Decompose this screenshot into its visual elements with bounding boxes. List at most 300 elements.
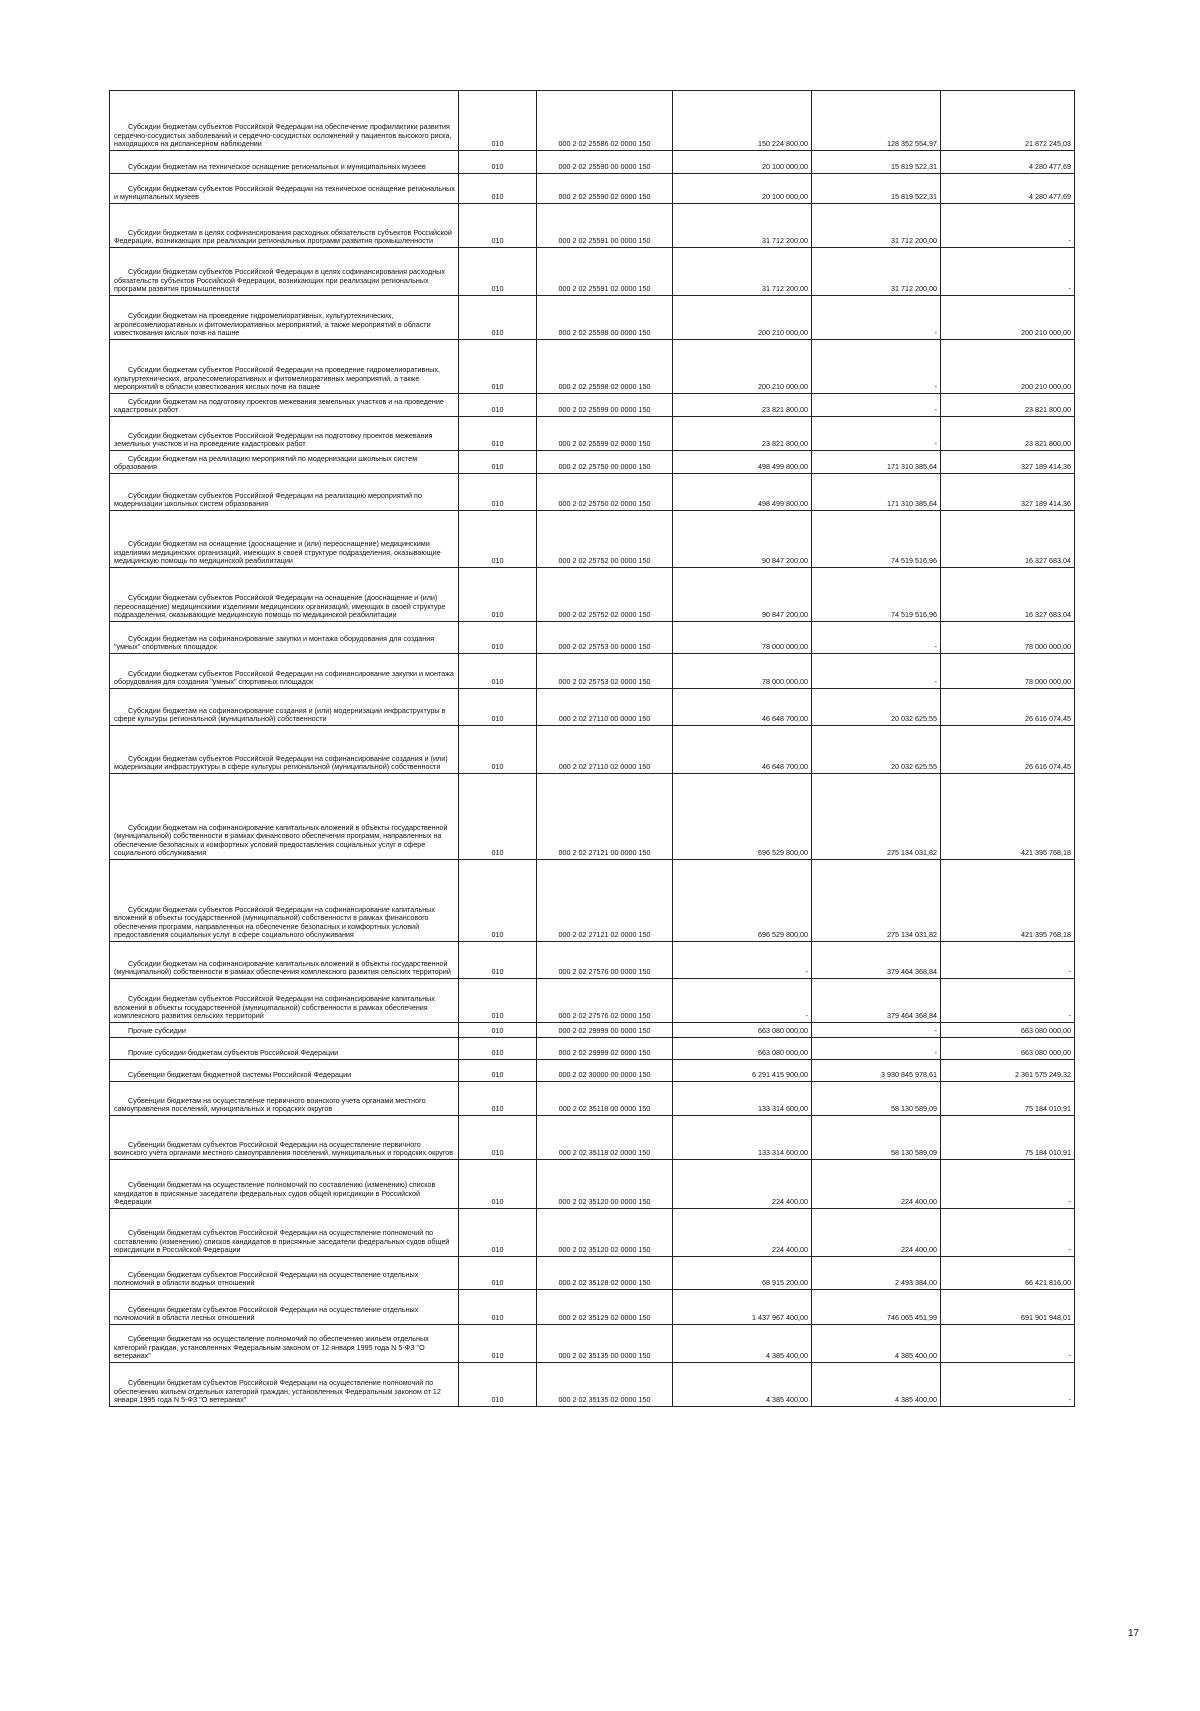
row-name-cell <box>110 174 459 204</box>
row-code-text: 010 <box>491 1026 504 1036</box>
row-name-text: Субсидии бюджетам на техническое оснащение региональных и муниципальных музеев <box>128 162 426 172</box>
row-code-text: 010 <box>491 967 504 977</box>
row-rest-cell <box>941 689 1075 726</box>
row-plan-cell <box>673 1257 812 1290</box>
row-code-cell <box>459 511 537 568</box>
row-done-cell <box>812 91 941 151</box>
row-plan-cell <box>673 174 812 204</box>
row-plan-cell <box>673 417 812 451</box>
row-name-cell <box>110 622 459 654</box>
row-kbk-cell <box>537 174 673 204</box>
row-done-text: 74 519 516,96 <box>891 556 937 566</box>
row-name-text: Субсидии бюджетам на софинансирование создания и (или) модернизации инфраструктуры в сфере культуры региональной (муниципальной) собственности <box>114 705 446 724</box>
row-kbk-cell <box>537 1023 673 1038</box>
row-plan-cell <box>673 622 812 654</box>
row-rest-text: - <box>1068 236 1071 246</box>
row-plan-cell <box>673 860 812 942</box>
row-name-cell <box>110 860 459 942</box>
row-plan-text: 696 529 800,00 <box>758 848 808 858</box>
row-name-cell <box>110 774 459 860</box>
row-rest-text: 2 361 575 249,32 <box>1015 1070 1071 1080</box>
row-name-cell <box>110 979 459 1023</box>
row-code-cell <box>459 474 537 511</box>
row-kbk-cell <box>537 654 673 689</box>
row-rest-cell <box>941 1290 1075 1325</box>
row-done-text: 2 493 384,00 <box>895 1278 937 1288</box>
row-done-cell <box>812 296 941 340</box>
row-plan-cell <box>673 91 812 151</box>
row-code-cell <box>459 942 537 979</box>
row-code-cell <box>459 174 537 204</box>
row-name-text: Субвенции бюджетам субъектов Российской Федерации на осуществление первичного воинского учета органами местного самоуправления поселений, муниципальных и городских округов <box>114 1139 454 1158</box>
row-code-cell <box>459 860 537 942</box>
row-rest-cell <box>941 340 1075 394</box>
row-name-text: Субсидии бюджетам субъектов Российской Федерации на софинансирование капитальных вложений в объекты государственной (муниципальной) собственности в рамках обеспечения комплексного развития сельских территорий <box>114 994 435 1021</box>
row-rest-cell <box>941 91 1075 151</box>
row-code-cell <box>459 1160 537 1209</box>
row-done-text: 4 385 400,00 <box>895 1351 937 1361</box>
row-kbk-text: 000 2 02 25599 02 0000 150 <box>558 439 651 449</box>
row-name-text: Субсидии бюджетам субъектов Российской Федерации на проведение гидромелиоративных, культуртехнических, агролесомелиоративных и фитомелиоративных мероприятий, а также мероприятий в области известкования кислых почв на пашне <box>114 365 441 392</box>
row-done-text: - <box>934 1048 937 1058</box>
row-name-cell <box>110 394 459 417</box>
row-kbk-text: 000 2 02 35129 02 0000 150 <box>558 1313 651 1323</box>
table-row <box>110 860 1075 942</box>
table-row <box>110 394 1075 417</box>
row-name-cell <box>110 1290 459 1325</box>
row-plan-text: 78 000 000,00 <box>762 677 808 687</box>
row-rest-text: 75 184 010,91 <box>1025 1104 1071 1114</box>
row-kbk-text: 000 2 02 35120 02 0000 150 <box>558 1245 651 1255</box>
row-rest-text: 78 000 000,00 <box>1025 677 1071 687</box>
row-name-text: Субсидии бюджетам субъектов Российской Федерации на обеспечение профилактики развития сердечно-сосудистых заболеваний и сердечно-сосудистых осложнений у пациентов высокого риска, находящихся на диспансерном наблюдении <box>114 122 452 149</box>
row-rest-text: 327 189 414,36 <box>1021 499 1071 509</box>
row-kbk-cell <box>537 1290 673 1325</box>
row-kbk-cell <box>537 1038 673 1060</box>
table-row <box>110 568 1075 622</box>
row-rest-text: 691 901 948,01 <box>1021 1313 1071 1323</box>
row-done-text: 15 819 522,31 <box>891 162 937 172</box>
row-plan-cell <box>673 451 812 474</box>
row-kbk-text: 000 2 02 25591 00 0000 150 <box>558 236 651 246</box>
row-plan-cell <box>673 942 812 979</box>
row-code-text: 010 <box>491 139 504 149</box>
row-done-text: 58 130 589,09 <box>891 1148 937 1158</box>
row-done-text: 379 464 368,84 <box>887 1011 937 1021</box>
row-name-cell <box>110 1116 459 1160</box>
row-kbk-text: 000 2 02 25752 02 0000 150 <box>558 610 651 620</box>
row-code-text: 010 <box>491 162 504 172</box>
table-row <box>110 1290 1075 1325</box>
row-kbk-text: 000 2 02 25752 00 0000 150 <box>558 556 651 566</box>
row-rest-text: 78 000 000,00 <box>1025 642 1071 652</box>
row-code-text: 010 <box>491 610 504 620</box>
row-done-cell <box>812 451 941 474</box>
row-rest-cell <box>941 511 1075 568</box>
table-row <box>110 451 1075 474</box>
row-rest-cell <box>941 654 1075 689</box>
row-rest-cell <box>941 1038 1075 1060</box>
row-kbk-text: 000 2 02 27576 00 0000 150 <box>558 967 651 977</box>
row-plan-text: 4 385 400,00 <box>766 1351 808 1361</box>
row-code-text: 010 <box>491 762 504 772</box>
row-kbk-cell <box>537 151 673 174</box>
row-code-text: 010 <box>491 1104 504 1114</box>
row-rest-text: 16 327 683,04 <box>1025 556 1071 566</box>
table-row <box>110 1209 1075 1257</box>
table-row <box>110 726 1075 774</box>
row-plan-cell <box>673 689 812 726</box>
row-done-cell <box>812 174 941 204</box>
row-code-cell <box>459 774 537 860</box>
row-plan-text: 90 847 200,00 <box>762 610 808 620</box>
row-code-text: 010 <box>491 1070 504 1080</box>
row-kbk-cell <box>537 91 673 151</box>
row-name-cell <box>110 1082 459 1116</box>
row-code-cell <box>459 417 537 451</box>
row-code-cell <box>459 1116 537 1160</box>
row-kbk-cell <box>537 1209 673 1257</box>
row-plan-cell <box>673 1363 812 1407</box>
row-plan-text: 46 648 700,00 <box>762 714 808 724</box>
row-plan-text: 23 821 800,00 <box>762 405 808 415</box>
row-kbk-cell <box>537 726 673 774</box>
row-rest-cell <box>941 451 1075 474</box>
row-code-text: 010 <box>491 930 504 940</box>
row-done-cell <box>812 622 941 654</box>
row-done-text: 58 130 589,09 <box>891 1104 937 1114</box>
row-plan-cell <box>673 1325 812 1363</box>
row-kbk-cell <box>537 1325 673 1363</box>
row-name-text: Субвенции бюджетам субъектов Российской Федерации на осуществление отдельных полномочий в области водных отношений <box>114 1269 419 1288</box>
row-rest-text: 23 821 800,00 <box>1025 405 1071 415</box>
table-row <box>110 1060 1075 1082</box>
row-plan-cell <box>673 774 812 860</box>
row-name-cell <box>110 248 459 296</box>
row-kbk-text: 000 2 02 25753 02 0000 150 <box>558 677 651 687</box>
row-done-text: 224 400,00 <box>901 1245 937 1255</box>
row-name-cell <box>110 654 459 689</box>
row-done-cell <box>812 1116 941 1160</box>
row-name-cell <box>110 151 459 174</box>
row-done-cell <box>812 726 941 774</box>
row-done-text: - <box>934 642 937 652</box>
row-name-text: Субсидии бюджетам субъектов Российской Федерации на софинансирование создания и (или) модернизации инфраструктуры в сфере культуры региональной (муниципальной) собственности <box>114 753 448 772</box>
row-done-cell <box>812 1209 941 1257</box>
row-code-text: 010 <box>491 462 504 472</box>
row-plan-cell <box>673 1209 812 1257</box>
row-kbk-cell <box>537 1116 673 1160</box>
row-code-cell <box>459 1325 537 1363</box>
row-code-cell <box>459 394 537 417</box>
row-name-text: Субсидии бюджетам субъектов Российской Федерации на оснащение (дооснащение и (или) переоснащение) медицинскими изделиями медицинских организаций, имеющих в своей структуре подразделения, оказывающие медицинскую помощь по медицинской реабилитации <box>114 593 446 620</box>
budget-revenue-table <box>109 90 1075 1407</box>
row-plan-cell <box>673 1060 812 1082</box>
row-code-cell <box>459 91 537 151</box>
row-kbk-cell <box>537 204 673 248</box>
row-name-cell <box>110 942 459 979</box>
table-row <box>110 1160 1075 1209</box>
row-plan-text: 31 712 200,00 <box>762 236 808 246</box>
row-rest-text: 421 395 768,18 <box>1021 848 1071 858</box>
row-rest-cell <box>941 1060 1075 1082</box>
row-rest-text: 663 080 000,00 <box>1021 1026 1071 1036</box>
row-rest-cell <box>941 1160 1075 1209</box>
row-done-cell <box>812 1363 941 1407</box>
table-row <box>110 774 1075 860</box>
row-name-cell <box>110 1060 459 1082</box>
row-plan-cell <box>673 340 812 394</box>
row-kbk-cell <box>537 1257 673 1290</box>
table-row <box>110 1116 1075 1160</box>
row-rest-text: - <box>1068 284 1071 294</box>
row-kbk-text: 000 2 02 25598 02 0000 150 <box>558 382 651 392</box>
table-row <box>110 511 1075 568</box>
row-code-text: 010 <box>491 1351 504 1361</box>
row-name-cell <box>110 340 459 394</box>
row-code-text: 010 <box>491 1313 504 1323</box>
row-rest-text: 66 421 816,00 <box>1025 1278 1071 1288</box>
row-code-text: 010 <box>491 382 504 392</box>
row-plan-cell <box>673 568 812 622</box>
row-code-cell <box>459 451 537 474</box>
row-name-cell <box>110 726 459 774</box>
table-row <box>110 1038 1075 1060</box>
row-plan-cell <box>673 1116 812 1160</box>
row-plan-text: 4 385 400,00 <box>766 1395 808 1405</box>
row-plan-cell <box>673 1038 812 1060</box>
row-plan-cell <box>673 296 812 340</box>
row-done-cell <box>812 511 941 568</box>
row-code-text: 010 <box>491 714 504 724</box>
row-name-text: Субвенции бюджетам бюджетной системы Российской Федерации <box>128 1070 352 1080</box>
row-done-text: - <box>934 382 937 392</box>
row-code-cell <box>459 1363 537 1407</box>
row-name-text: Субсидии бюджетам на софинансирование закупки и монтажа оборудования для создания "умных" спортивных площадок <box>114 633 435 652</box>
row-name-text: Субвенции бюджетам субъектов Российской Федерации на осуществление полномочий по составлению (изменению) списков кандидатов в присяжные заседатели федеральных судов общей юрисдикции в Российской Федерации <box>114 1228 450 1255</box>
row-plan-text: 6 291 415 900,00 <box>752 1070 808 1080</box>
row-code-cell <box>459 1060 537 1082</box>
table-row <box>110 654 1075 689</box>
table-row <box>110 622 1075 654</box>
row-code-text: 010 <box>491 284 504 294</box>
row-kbk-cell <box>537 1363 673 1407</box>
row-plan-text: - <box>805 1011 808 1021</box>
row-done-text: 128 352 554,97 <box>887 139 937 149</box>
row-rest-cell <box>941 1082 1075 1116</box>
row-name-cell <box>110 689 459 726</box>
row-name-text: Субвенции бюджетам на осуществление первичного воинского учета органами местного самоуправления поселений, муниципальных и городских округов <box>114 1095 426 1114</box>
row-code-text: 010 <box>491 1278 504 1288</box>
row-done-cell <box>812 1023 941 1038</box>
row-kbk-text: 000 2 02 27110 02 0000 150 <box>558 762 651 772</box>
row-plan-text: 224 400,00 <box>772 1197 808 1207</box>
row-kbk-text: 000 2 02 25599 00 0000 150 <box>558 405 651 415</box>
row-code-text: 010 <box>491 848 504 858</box>
row-done-cell <box>812 394 941 417</box>
row-name-text: Прочие субсидии <box>128 1026 186 1036</box>
table-row <box>110 1363 1075 1407</box>
row-plan-text: 78 000 000,00 <box>762 642 808 652</box>
row-kbk-text: 000 2 02 35118 00 0000 150 <box>558 1104 651 1114</box>
row-code-text: 010 <box>491 328 504 338</box>
row-plan-text: 133 314 600,00 <box>758 1148 808 1158</box>
row-name-cell <box>110 91 459 151</box>
row-rest-cell <box>941 417 1075 451</box>
row-kbk-cell <box>537 511 673 568</box>
row-plan-cell <box>673 1082 812 1116</box>
row-plan-cell <box>673 1023 812 1038</box>
row-rest-text: 200 210 000,00 <box>1021 328 1071 338</box>
row-name-text: Субсидии бюджетам на проведение гидромелиоративных, культуртехнических, агролесомелиоративных и фитомелиоративных мероприятий, а также мероприятий в области известкования кислых почв на пашне <box>114 311 431 338</box>
row-done-text: 275 134 031,82 <box>887 930 937 940</box>
row-rest-cell <box>941 1257 1075 1290</box>
row-rest-text: - <box>1068 967 1071 977</box>
row-kbk-cell <box>537 1160 673 1209</box>
row-plan-text: 68 915 200,00 <box>762 1278 808 1288</box>
row-done-text: - <box>934 1026 937 1036</box>
row-plan-cell <box>673 654 812 689</box>
row-rest-cell <box>941 1023 1075 1038</box>
row-plan-text: 20 100 000,00 <box>762 162 808 172</box>
row-code-text: 010 <box>491 1011 504 1021</box>
row-done-cell <box>812 979 941 1023</box>
row-done-cell <box>812 204 941 248</box>
row-kbk-cell <box>537 394 673 417</box>
row-code-text: 010 <box>491 1197 504 1207</box>
row-kbk-cell <box>537 248 673 296</box>
row-code-text: 010 <box>491 405 504 415</box>
row-done-text: 31 712 200,00 <box>891 284 937 294</box>
table-row <box>110 91 1075 151</box>
table-row <box>110 474 1075 511</box>
row-rest-text: - <box>1068 1351 1071 1361</box>
row-rest-text: 200 210 000,00 <box>1021 382 1071 392</box>
row-rest-cell <box>941 474 1075 511</box>
row-name-text: Субсидии бюджетам субъектов Российской Федерации на софинансирование закупки и монтажа оборудования для создания "умных" спортивных площадок <box>114 668 454 687</box>
row-done-text: - <box>934 677 937 687</box>
row-rest-text: 23 821 800,00 <box>1025 439 1071 449</box>
row-kbk-cell <box>537 474 673 511</box>
row-done-cell <box>812 151 941 174</box>
row-rest-text: 663 080 000,00 <box>1021 1048 1071 1058</box>
row-kbk-cell <box>537 689 673 726</box>
row-code-cell <box>459 1023 537 1038</box>
page-number: 17 <box>1128 1628 1140 1639</box>
row-done-cell <box>812 689 941 726</box>
row-plan-text: 663 080 000,00 <box>758 1048 808 1058</box>
row-name-cell <box>110 1160 459 1209</box>
row-plan-text: 150 224 800,00 <box>758 139 808 149</box>
row-name-cell <box>110 451 459 474</box>
row-code-cell <box>459 296 537 340</box>
row-rest-text: 21 872 245,03 <box>1025 139 1071 149</box>
row-name-cell <box>110 1325 459 1363</box>
table-row <box>110 296 1075 340</box>
row-kbk-text: 000 2 02 35135 02 0000 150 <box>558 1395 651 1405</box>
row-rest-cell <box>941 726 1075 774</box>
row-name-cell <box>110 1257 459 1290</box>
row-code-text: 010 <box>491 1048 504 1058</box>
row-plan-text: 200 210 000,00 <box>758 328 808 338</box>
row-name-text: Субсидии бюджетам на софинансирование капитальных вложений в объекты государственной (муниципальной) собственности в рамках финансового обеспечения программ, направленных на обеспечение безопасных и комфортных условий предоставления социальных услуг в сфере социального обслуживания <box>114 822 448 858</box>
row-kbk-cell <box>537 1082 673 1116</box>
row-kbk-text: 000 2 02 30000 00 0000 150 <box>558 1070 651 1080</box>
row-rest-cell <box>941 1325 1075 1363</box>
row-kbk-cell <box>537 451 673 474</box>
row-code-text: 010 <box>491 1148 504 1158</box>
row-name-cell <box>110 1023 459 1038</box>
row-plan-text: 224 400,00 <box>772 1245 808 1255</box>
row-kbk-text: 000 2 02 27121 00 0000 150 <box>558 848 651 858</box>
row-done-text: 3 930 845 978,61 <box>881 1070 937 1080</box>
row-rest-text: - <box>1068 1197 1071 1207</box>
row-rest-cell <box>941 296 1075 340</box>
row-rest-cell <box>941 942 1075 979</box>
row-rest-text: 4 280 477,69 <box>1029 192 1071 202</box>
row-code-cell <box>459 654 537 689</box>
row-done-cell <box>812 1160 941 1209</box>
row-rest-text: 16 327 683,04 <box>1025 610 1071 620</box>
row-code-cell <box>459 622 537 654</box>
table-row <box>110 979 1075 1023</box>
row-kbk-text: 000 2 02 25750 02 0000 150 <box>558 499 651 509</box>
row-done-cell <box>812 417 941 451</box>
row-done-text: 171 310 385,64 <box>887 499 937 509</box>
row-done-cell <box>812 1325 941 1363</box>
row-plan-cell <box>673 248 812 296</box>
table-row <box>110 174 1075 204</box>
row-rest-cell <box>941 1116 1075 1160</box>
row-code-cell <box>459 1257 537 1290</box>
row-kbk-cell <box>537 568 673 622</box>
row-kbk-text: 000 2 02 25586 02 0000 150 <box>558 139 651 149</box>
row-kbk-text: 000 2 02 27576 02 0000 150 <box>558 1011 651 1021</box>
row-rest-text: 421 395 768,18 <box>1021 930 1071 940</box>
table-row <box>110 942 1075 979</box>
row-plan-cell <box>673 394 812 417</box>
row-plan-text: 498 499 800,00 <box>758 499 808 509</box>
row-done-cell <box>812 942 941 979</box>
table-row <box>110 417 1075 451</box>
row-name-text: Субвенции бюджетам субъектов Российской Федерации на осуществление отдельных полномочий в области лесных отношений <box>114 1304 419 1323</box>
row-done-cell <box>812 340 941 394</box>
row-name-text: Субсидии бюджетам субъектов Российской Федерации на софинансирование капитальных вложений в объекты государственной (муниципальной) собственности в рамках финансового обеспечения программ, направленных на обеспечение безопасных и комфортных условий предоставления социальных услуг в сфере социального обслуживания <box>114 904 435 940</box>
row-kbk-text: 000 2 02 25590 00 0000 150 <box>558 162 651 172</box>
row-done-cell <box>812 248 941 296</box>
row-name-text: Субсидии бюджетам субъектов Российской Федерации на техническое оснащение региональных и муниципальных музеев <box>114 183 455 202</box>
row-code-cell <box>459 568 537 622</box>
row-kbk-text: 000 2 02 25598 00 0000 150 <box>558 328 651 338</box>
row-rest-text: 26 616 074,45 <box>1025 762 1071 772</box>
table-row <box>110 1257 1075 1290</box>
row-name-cell <box>110 1038 459 1060</box>
row-name-text: Прочие субсидии бюджетам субъектов Российской Федерации <box>128 1048 339 1058</box>
row-name-text: Субвенции бюджетам на осуществление полномочий по составлению (изменению) списков кандидатов в присяжные заседатели федеральных судов общей юрисдикции в Российской Федерации <box>114 1180 436 1207</box>
row-done-text: 15 819 522,31 <box>891 192 937 202</box>
row-kbk-cell <box>537 296 673 340</box>
row-name-cell <box>110 474 459 511</box>
row-code-cell <box>459 689 537 726</box>
row-code-text: 010 <box>491 1245 504 1255</box>
row-name-text: Субсидии бюджетам на реализацию мероприятий по модернизации школьных систем образования <box>114 453 418 472</box>
row-plan-cell <box>673 511 812 568</box>
row-plan-cell <box>673 151 812 174</box>
row-code-text: 010 <box>491 439 504 449</box>
row-plan-text: - <box>805 967 808 977</box>
row-kbk-cell <box>537 860 673 942</box>
row-rest-text: 4 280 477,69 <box>1029 162 1071 172</box>
